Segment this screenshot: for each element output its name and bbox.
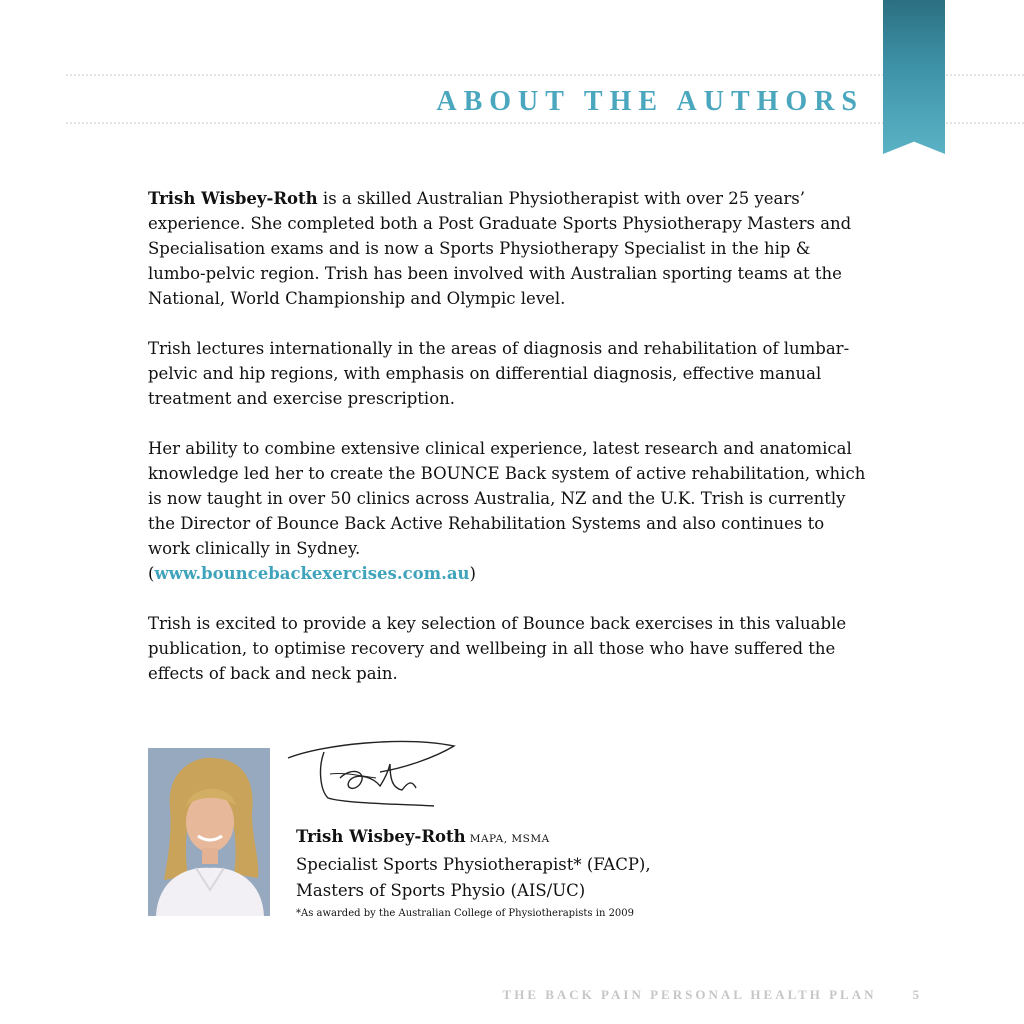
bio-paragraph-3-text: Her ability to combine extensive clinical experience, latest research and anatomical knowledge led her to create the BOUNCE Back system of active rehabilitation, which is now taught in over 50 clinics across Australia, NZ and the U.K. Trish is currently the Director of Bounce Back Active Rehabilitation Systems and also continues to work clinically in Sydney. [148,439,866,558]
credentials-footnote: *As awarded by the Australian College of Physiotherapists in 2009 [296,908,635,919]
credentials-postnominals: MAPA, MSMA [469,833,550,845]
page-number: 5 [912,987,919,1002]
page-title: ABOUT THE AUTHORS [436,86,864,117]
bookmark-ribbon-icon [883,0,945,154]
bio-paragraph-1 [148,186,868,311]
header-top-divider [66,74,1024,76]
credentials-title-line-2: Masters of Sports Physio (AIS/UC) [296,881,586,900]
author-portrait-icon [148,748,270,916]
author-credentials [296,824,816,924]
page-footer [503,987,919,1003]
header-bottom-divider [66,122,1024,124]
bio-paragraph-1-text: is a skilled Australian Physiotherapist with over 25 years’ experience. She completed both a Post Graduate Sports Physiotherapy Masters and Specialisation exams and is now a Sports Physiotherapy Specialist in the hip & lumbo-pelvic region. Trish has been involved with Australian sporting teams at the National, World Championship and Olympic level. [148,189,852,308]
bio-paragraph-4: Trish is excited to provide a key selection of Bounce back exercises in this valuable publication, to optimise recovery and wellbeing in all those who have suffered the effects of back and neck pain. [148,614,847,683]
handwritten-signature-icon [284,728,460,820]
author-photo [148,748,270,916]
bio-paragraph-2: Trish lectures internationally in the areas of diagnosis and rehabilitation of lumbar-pelvic and hip regions, with emphasis on differential diagnosis, effective manual treatment and exercise prescription. [148,339,850,408]
website-link[interactable]: www.bouncebackexercises.com.au [154,564,470,583]
link-close-paren: ) [469,564,476,583]
credentials-name-line [296,824,816,852]
bio-author-name: Trish Wisbey-Roth [148,189,318,208]
author-bio [148,186,868,711]
credentials-name: Trish Wisbey-Roth [296,827,466,846]
bio-paragraph-3 [148,436,868,586]
credentials-title-line-1: Specialist Sports Physiotherapist* (FACP), [296,855,651,874]
link-open-paren: ( [148,564,155,583]
footer-book-title: THE BACK PAIN PERSONAL HEALTH PLAN [502,987,877,1002]
signature [284,728,460,820]
